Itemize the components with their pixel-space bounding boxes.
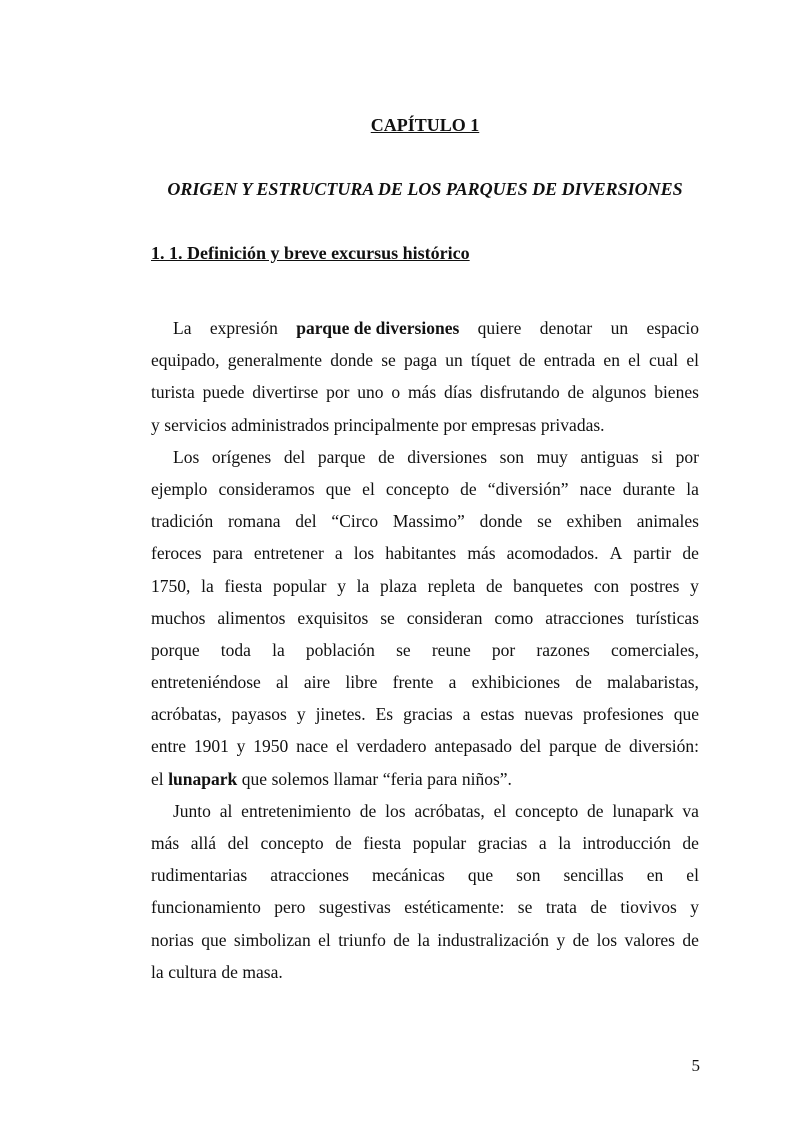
word: toda xyxy=(220,639,251,660)
word: libre xyxy=(345,672,378,693)
text-line xyxy=(151,666,699,698)
word: administrados xyxy=(231,414,330,435)
word: profesiones xyxy=(583,704,664,725)
text-line xyxy=(151,924,699,956)
word: exquisitos xyxy=(297,607,369,628)
text-line xyxy=(151,441,699,473)
word: de xyxy=(567,382,585,403)
word: por xyxy=(326,382,350,403)
word: entre xyxy=(151,736,186,757)
word: el xyxy=(318,929,331,950)
word: nace xyxy=(296,736,329,757)
word: va xyxy=(682,800,699,821)
word: porque xyxy=(151,639,200,660)
word: habitantes xyxy=(385,543,457,564)
word: por xyxy=(443,414,467,435)
word: del xyxy=(227,833,249,853)
word: repleta xyxy=(427,575,476,596)
word: a xyxy=(538,833,547,853)
word: allá xyxy=(190,833,217,853)
word: se xyxy=(380,607,395,628)
word: más xyxy=(467,543,496,564)
word: Junto xyxy=(173,800,211,821)
word: frente xyxy=(392,672,434,693)
word: acomodados. xyxy=(506,543,599,564)
word: estas xyxy=(480,704,515,725)
word: diversiones xyxy=(407,446,488,467)
word: de xyxy=(518,350,536,371)
word: solemos xyxy=(271,768,329,789)
word: tíquet xyxy=(470,350,511,371)
word: paga xyxy=(403,350,438,371)
word: uno xyxy=(357,382,384,403)
word: Massimo” xyxy=(392,511,465,532)
word: atracciones xyxy=(545,607,624,628)
word: Es xyxy=(375,704,394,725)
word: partir xyxy=(633,543,672,564)
word: estéticamente: xyxy=(404,897,505,918)
word: en xyxy=(603,350,620,371)
word: más xyxy=(407,382,437,403)
text-line xyxy=(151,602,699,634)
word: a xyxy=(462,704,471,725)
text-line xyxy=(151,376,699,408)
word: “Circo xyxy=(331,511,379,532)
word: sugestivas xyxy=(318,897,391,918)
word: animales xyxy=(636,511,699,532)
word: de xyxy=(393,929,410,950)
word: los xyxy=(596,929,618,950)
word: valores xyxy=(624,929,675,950)
word: lunapark xyxy=(612,800,674,821)
word: entrada xyxy=(543,350,596,371)
word: se xyxy=(537,511,552,532)
word: y xyxy=(690,575,699,596)
word: alimentos xyxy=(217,607,286,628)
word: “feria xyxy=(382,768,423,789)
text-line xyxy=(151,859,699,891)
word: atracciones xyxy=(270,865,349,886)
word: consideramos xyxy=(218,478,315,499)
word: principalmente xyxy=(333,414,439,435)
word: equipado, xyxy=(151,350,220,371)
word: el xyxy=(628,350,641,371)
word: exhiben xyxy=(566,511,622,532)
word: “diversión” xyxy=(487,478,569,499)
text-line xyxy=(151,344,699,376)
word: rudimentarias xyxy=(151,865,248,886)
word: A xyxy=(609,543,623,564)
word: 1950 xyxy=(253,736,289,757)
word: de xyxy=(485,575,503,596)
chapter-title: ORIGEN Y ESTRUCTURA DE LOS PARQUES DE DIVERSIONES xyxy=(167,179,683,199)
word: Los xyxy=(173,446,200,467)
word: tiovivos xyxy=(620,897,677,918)
word: y xyxy=(151,414,160,435)
paragraph xyxy=(151,312,699,441)
emphasized-term: lunapark xyxy=(168,768,238,789)
word: donde xyxy=(330,350,373,371)
word: que xyxy=(241,768,268,789)
word: si xyxy=(651,446,664,467)
word: sencillas xyxy=(563,865,624,886)
word: y xyxy=(296,704,306,725)
paragraph xyxy=(151,795,699,988)
text-line xyxy=(151,891,699,923)
word: de xyxy=(590,897,607,918)
word: la xyxy=(151,961,164,982)
word: aire xyxy=(303,672,331,693)
word: la xyxy=(272,639,285,660)
word: la xyxy=(686,478,699,499)
emphasized-term: parque de diversiones xyxy=(296,318,460,338)
word: cultura xyxy=(168,961,217,982)
word: la xyxy=(558,833,571,853)
word: postres xyxy=(629,575,680,596)
word: que xyxy=(467,865,494,886)
word: los xyxy=(385,800,406,821)
word: del xyxy=(283,446,306,467)
word: concepto xyxy=(385,478,450,499)
text-line xyxy=(151,570,699,602)
word: el xyxy=(362,478,375,499)
word: verdadero xyxy=(356,736,427,757)
page-number: 5 xyxy=(691,1056,700,1075)
word: entretenimiento xyxy=(241,800,351,821)
word: de xyxy=(460,478,477,499)
word: payasos xyxy=(231,704,287,725)
word: de xyxy=(572,929,590,950)
word: y xyxy=(556,929,566,950)
text-line xyxy=(151,730,699,762)
word: popular xyxy=(273,575,327,596)
word: quiere xyxy=(477,318,522,338)
word: que xyxy=(325,478,352,499)
word: durante xyxy=(622,478,676,499)
word: norias xyxy=(151,929,194,950)
word: muchos xyxy=(151,607,206,628)
word: con xyxy=(593,575,620,596)
chapter-number: CAPÍTULO 1 xyxy=(370,115,480,135)
word: feroces xyxy=(151,543,202,564)
word: niños”. xyxy=(461,768,512,789)
word: gracias xyxy=(403,704,453,725)
word: son xyxy=(516,865,541,886)
word: exhibiciones xyxy=(471,672,561,693)
word: jinetes. xyxy=(315,704,366,725)
word: del xyxy=(295,511,317,532)
word: mecánicas xyxy=(371,865,445,886)
word: para xyxy=(212,543,243,564)
word: y xyxy=(236,736,246,757)
word: en xyxy=(646,865,664,886)
text-line xyxy=(151,409,699,441)
word: simbolizan xyxy=(233,929,311,950)
word: 1901 xyxy=(193,736,229,757)
word: diversión: xyxy=(628,736,699,757)
word: trata xyxy=(545,897,577,918)
word: y xyxy=(690,897,699,918)
word: parque xyxy=(549,736,597,757)
word: turísticas xyxy=(635,607,699,628)
word: el xyxy=(493,800,507,821)
word: de xyxy=(359,800,377,821)
word: como xyxy=(494,607,534,628)
word: la xyxy=(417,929,430,950)
word: y xyxy=(337,575,346,596)
word: de xyxy=(682,543,699,564)
word: funcionamiento xyxy=(151,897,261,918)
word: de xyxy=(335,833,352,853)
word: se xyxy=(517,897,533,918)
word: un xyxy=(610,318,629,338)
word: el xyxy=(686,350,699,371)
word: de xyxy=(682,833,699,853)
word: un xyxy=(445,350,463,371)
word: fiesta xyxy=(363,833,402,853)
word: malabaristas, xyxy=(607,672,699,693)
word: a xyxy=(334,543,343,564)
word: la xyxy=(356,575,370,596)
word: consideran xyxy=(406,607,483,628)
text-line xyxy=(151,956,699,988)
word: popular xyxy=(412,833,467,853)
word: pero xyxy=(274,897,306,918)
word: acróbatas, xyxy=(414,800,485,821)
word: al xyxy=(276,672,289,693)
word: se xyxy=(381,350,396,371)
word: a xyxy=(448,672,457,693)
word: turista xyxy=(151,382,195,403)
word: de xyxy=(587,800,604,821)
word: el xyxy=(151,768,164,789)
word: expresión xyxy=(209,318,278,338)
word: entretener xyxy=(253,543,324,564)
text-line xyxy=(151,763,699,795)
word: llamar xyxy=(333,768,379,789)
text-line xyxy=(151,698,699,730)
word: acróbatas, xyxy=(151,704,222,725)
text-line xyxy=(151,634,699,666)
text-line xyxy=(151,827,699,859)
word: divertirse xyxy=(252,382,319,403)
word: empresas xyxy=(471,414,537,435)
word: plaza xyxy=(380,575,417,596)
word: días xyxy=(443,382,473,403)
word: entreteniéndose xyxy=(151,672,261,693)
word: muy xyxy=(536,446,568,467)
text-line xyxy=(151,795,699,827)
word: disfrutando xyxy=(480,382,560,403)
word: que xyxy=(201,929,227,950)
body-text xyxy=(151,312,699,988)
word: parque xyxy=(317,446,366,467)
word: espacio xyxy=(646,318,699,338)
word: por xyxy=(675,446,699,467)
word: denotar xyxy=(539,318,593,338)
word: servicios xyxy=(164,414,227,435)
word: o xyxy=(391,382,401,403)
text-line xyxy=(151,537,699,569)
word: banquetes xyxy=(513,575,584,596)
word: 1750, xyxy=(151,575,191,596)
paragraph xyxy=(151,441,699,795)
word: el xyxy=(686,865,699,886)
word: los xyxy=(353,543,375,564)
word: de xyxy=(682,929,699,950)
section-heading: 1. 1. Definición y breve excursus histórico xyxy=(151,243,470,263)
word: orígenes xyxy=(211,446,272,467)
word: se xyxy=(396,639,411,660)
word: reune xyxy=(431,639,471,660)
word: antiguas xyxy=(580,446,639,467)
word: concepto xyxy=(260,833,324,853)
word: triunfo xyxy=(338,929,386,950)
word: concepto xyxy=(515,800,579,821)
word: comerciales, xyxy=(611,639,699,660)
word: razones xyxy=(536,639,590,660)
word: más xyxy=(151,833,180,853)
word: tradición xyxy=(151,511,214,532)
text-line xyxy=(151,473,699,505)
word: nace xyxy=(579,478,612,499)
word: nuevas xyxy=(524,704,574,725)
word: privadas. xyxy=(540,414,605,435)
word: algunos xyxy=(591,382,647,403)
word: gracias xyxy=(477,833,528,853)
word: donde xyxy=(479,511,523,532)
word: del xyxy=(519,736,542,757)
word: bienes xyxy=(654,382,699,403)
word: que xyxy=(673,704,699,725)
word: el xyxy=(336,736,349,757)
word: para xyxy=(427,768,458,789)
word: masa. xyxy=(242,961,283,982)
word: población xyxy=(305,639,375,660)
word: romana xyxy=(227,511,281,532)
word: son xyxy=(499,446,524,467)
word: industralización xyxy=(437,929,550,950)
text-line xyxy=(151,505,699,537)
word: fiesta xyxy=(224,575,263,596)
word: cual xyxy=(649,350,679,371)
word: al xyxy=(219,800,233,821)
word: puede xyxy=(202,382,245,403)
word: generalmente xyxy=(227,350,322,371)
word: de xyxy=(575,672,592,693)
word: de xyxy=(604,736,622,757)
word: de xyxy=(378,446,395,467)
text-line xyxy=(151,312,699,344)
word: introducción xyxy=(582,833,671,853)
word: de xyxy=(221,961,238,982)
word: por xyxy=(491,639,516,660)
word: ejemplo xyxy=(151,478,208,499)
word: antepasado xyxy=(434,736,513,757)
word: la xyxy=(201,575,214,596)
word: La xyxy=(173,318,192,338)
